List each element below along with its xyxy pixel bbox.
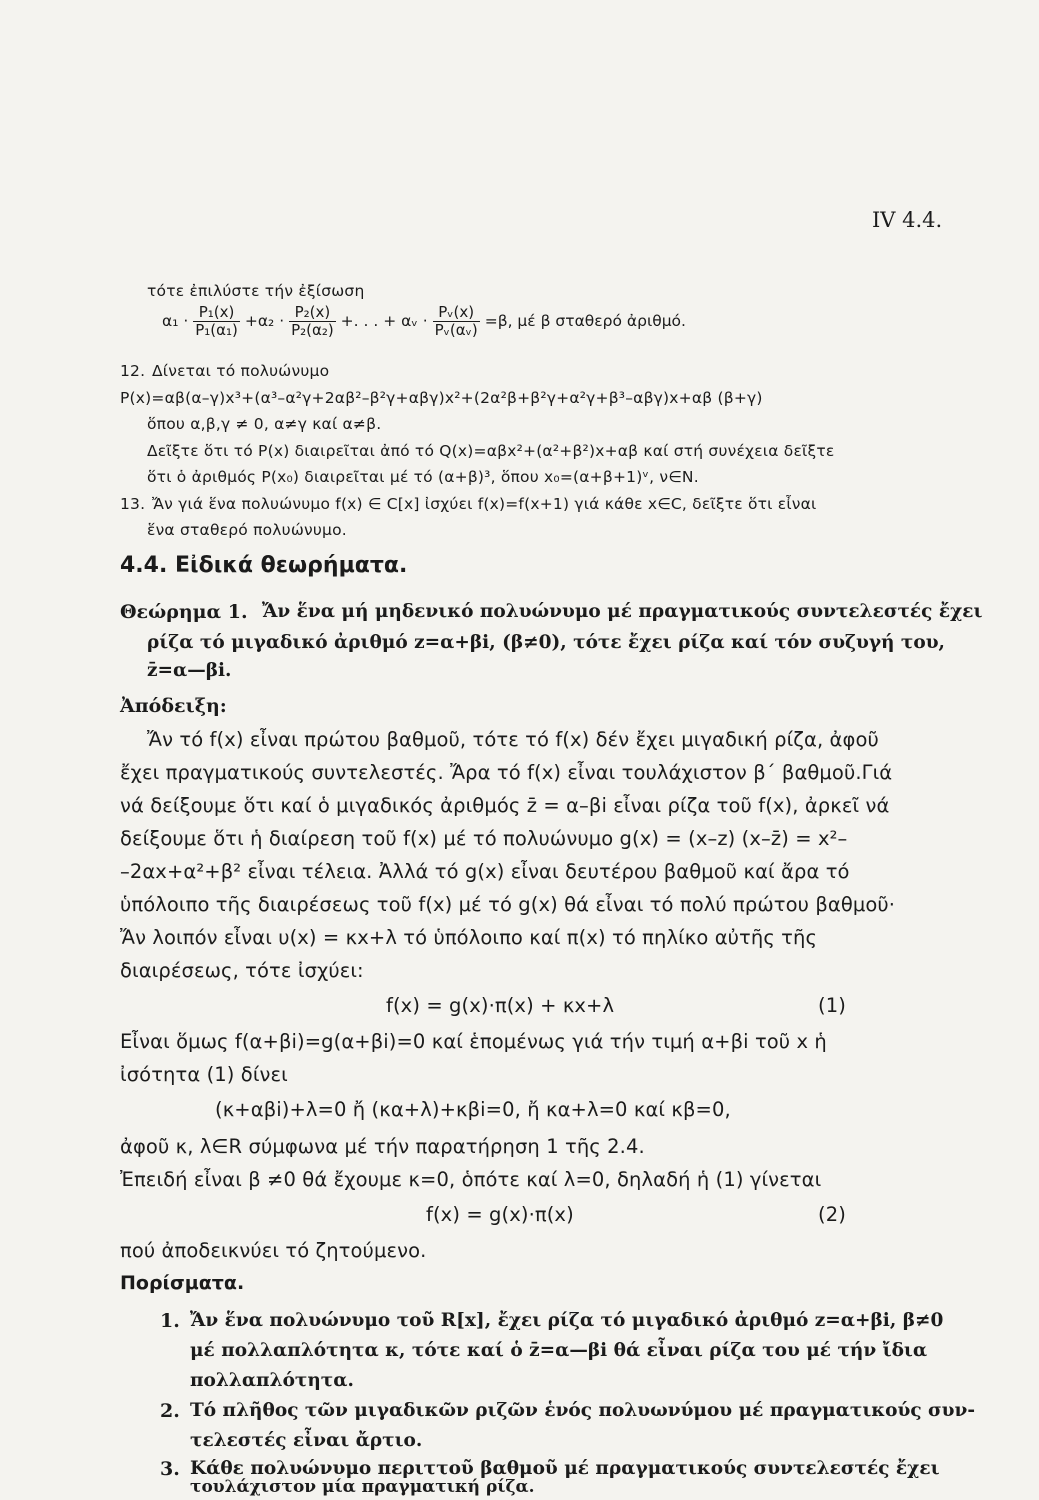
proof-line-7: Ἄν λοιπόν εἶναι υ(x) = κx+λ τό ὑπόλοιπο καί π(x) τό πηλίκο αὐτῆς τῆς	[120, 926, 818, 949]
proof-line-1: Ἄν τό f(x) εἶναι πρώτου βαθμοῦ, τότε τό f(x) δέν ἔχει μιγαδική ρίζα, ἀφοῦ	[147, 728, 879, 751]
corollary-3-line-2: τουλάχιστον μία πραγματική ρίζα.	[190, 1477, 535, 1497]
exercise-12-line-4: Δεῖξτε ὅτι τό P(x) διαιρεῖται ἀπό τό Q(x)=αβx²+(α²+β²)x+αβ καί στή συνέχεια δεῖξτε	[147, 442, 835, 460]
proof-line-9: Εἶναι ὅμως f(α+βi)=g(α+βi)=0 καί ἑπομένως γιά τήν τιμή α+βi τοῦ x ἡ	[120, 1030, 827, 1053]
exercise-13-line-1: Ἄν γιά ἕνα πολυώνυμο f(x) ∈ C[x] ἰσχύει f(x)=f(x+1) γιά κάθε x∈C, δεῖξτε ὅτι εἶναι	[152, 495, 817, 513]
proof-line-11: ἀφοῦ κ, λ∈R σύμφωνα μέ τήν παρατήρηση 1 τῆς 2.4.	[120, 1135, 645, 1158]
page-header-label: IV 4.4.	[872, 208, 943, 232]
theorem-label: Θεώρημα 1.	[120, 601, 248, 623]
exercise-12-line-1: Δίνεται τό πολυώνυμο	[152, 362, 330, 380]
exercise-13-line-2: ἕνα σταθερό πολυώνυμο.	[147, 521, 347, 539]
equation-1-tag: (1)	[818, 994, 846, 1017]
proof-line-12: Ἐπειδή εἶναι β ≠0 θά ἔχουμε κ=0, ὁπότε καί λ=0, δηλαδή ἡ (1) γίνεται	[120, 1168, 822, 1191]
theorem-line-3: z̄=α—βi.	[147, 660, 232, 681]
coef-1: α₁ ·	[162, 312, 189, 330]
proof-closing: πού ἀποδεικνύει τό ζητούμενο.	[120, 1239, 427, 1262]
corollary-1-line-2: μέ πολλαπλότητα κ, τότε καί ὁ z̄=α—βi θά εἶναι ρίζα του μέ τήν ἴδια	[190, 1340, 928, 1361]
equation-tail: =β, μέ β σταθερό ἀριθμό.	[484, 312, 686, 330]
fraction-1-numerator: P₁(x)	[193, 304, 240, 322]
equation-1: f(x) = g(x)·π(x) + κx+λ	[386, 994, 615, 1017]
corollary-2-line-2: τελεστές εἶναι ἄρτιο.	[190, 1430, 423, 1451]
fraction-1-denominator: P₁(α₁)	[195, 321, 238, 339]
proof-label: Ἀπόδειξη:	[120, 695, 227, 717]
fraction-2	[289, 304, 336, 339]
fraction-3-denominator: Pᵥ(αᵥ)	[434, 321, 478, 339]
equation-middle: (κ+αβi)+λ=0 ἤ (κα+λ)+κβi=0, ἤ κα+λ=0 καί κβ=0,	[215, 1098, 731, 1121]
section-title: 4.4. Εἰδικά θεωρήματα.	[120, 553, 408, 578]
exercise-12-polynomial: P(x)=αβ(α–γ)x³+(α³–α²γ+2αβ²–β²γ+αβγ)x²+(2α²β+β²γ+α²γ+β³–αβγ)x+αβ (β+γ)	[120, 389, 763, 407]
exercise-12-number: 12.	[120, 362, 146, 380]
theorem-line-2: ρίζα τό μιγαδικό ἀριθμό z=α+βi, (β≠0), τότε ἔχει ρίζα καί τόν συζυγή του,	[147, 632, 945, 653]
coef-2: +α₂ ·	[244, 312, 285, 330]
fraction-equation	[162, 304, 686, 339]
equation-2: f(x) = g(x)·π(x)	[426, 1203, 574, 1226]
proof-line-10: ἰσότητα (1) δίνει	[120, 1063, 288, 1086]
corollary-3-line-1: Κάθε πολυώνυμο περιττοῦ βαθμοῦ μέ πραγματικούς συντελεστές ἔχει	[190, 1458, 940, 1479]
exercise-13-number: 13.	[120, 495, 146, 513]
fraction-3-numerator: Pᵥ(x)	[433, 304, 480, 322]
coef-3: +. . . + αᵥ ·	[340, 312, 428, 330]
exercise-12-line-3: ὅπου α,β,γ ≠ 0, α≠γ καί α≠β.	[147, 415, 382, 433]
proof-line-6: ὑπόλοιπο τῆς διαιρέσεως τοῦ f(x) μέ τό g(x) θά εἶναι τό πολύ πρώτου βαθμοῦ·	[120, 893, 896, 916]
fraction-1	[193, 304, 240, 339]
corollary-1-number: 1.	[160, 1310, 180, 1332]
proof-line-4: δείξουμε ὅτι ἡ διαίρεση τοῦ f(x) μέ τό πολυώνυμο g(x) = (x–z) (x–z̄) = x²–	[120, 827, 848, 850]
corollary-1-line-3: πολλαπλότητα.	[190, 1370, 354, 1391]
theorem-line-1: Ἄν ἕνα μή μηδενικό πολυώνυμο μέ πραγματικούς συντελεστές ἔχει	[262, 601, 983, 622]
fraction-2-numerator: P₂(x)	[289, 304, 336, 322]
corollaries-title: Πορίσματα.	[120, 1272, 245, 1294]
corollary-1-line-1: Ἄν ἕνα πολυώνυμο τοῦ R[x], ἔχει ρίζα τό μιγαδικό ἀριθμό z=α+βi, β≠0	[190, 1310, 944, 1331]
corollary-3-number: 3.	[160, 1458, 180, 1480]
proof-line-3: νά δείξουμε ὅτι καί ὁ μιγαδικός ἀριθμός z̄ = α–βi εἶναι ρίζα τοῦ f(x), ἀρκεῖ νά	[120, 794, 890, 817]
proof-line-8: διαιρέσεως, τότε ἰσχύει:	[120, 959, 364, 982]
intro-line: τότε ἐπιλύστε τήν ἐξίσωση	[147, 282, 365, 300]
proof-line-5: –2αx+α²+β² εἶναι τέλεια. Ἀλλά τό g(x) εἶναι δευτέρου βαθμοῦ καί ἄρα τό	[120, 860, 850, 883]
proof-line-2: ἔχει πραγματικούς συντελεστές. Ἄρα τό f(x) εἶναι τουλάχιστον β΄ βαθμοῦ.Γιά	[120, 761, 893, 784]
corollary-2-number: 2.	[160, 1400, 180, 1422]
equation-2-tag: (2)	[818, 1203, 846, 1226]
fraction-3	[433, 304, 480, 339]
exercise-12-line-5: ὅτι ὁ ἀριθμός P(x₀) διαιρεῖται μέ τό (α+β)³, ὅπου x₀=(α+β+1)ᵛ, ν∈N.	[147, 468, 699, 486]
corollary-2-line-1: Τό πλῆθος τῶν μιγαδικῶν ριζῶν ἑνός πολυωνύμου μέ πραγματικούς συν-	[190, 1400, 976, 1421]
fraction-2-denominator: P₂(α₂)	[291, 321, 334, 339]
